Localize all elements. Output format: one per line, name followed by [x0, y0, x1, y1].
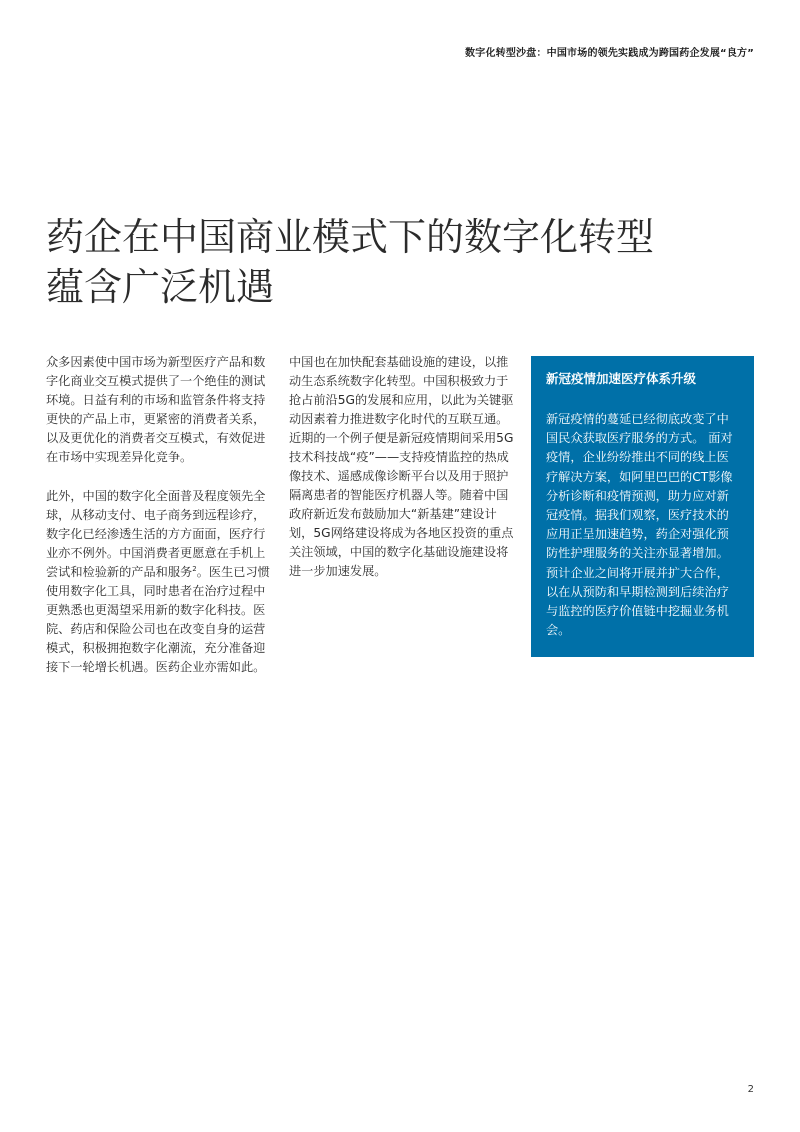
- paragraph-2-part-2: 。医生已习惯使用数字化工具，同时患者在治疗过程中更熟悉也更渴望采用新的数字化科技。医院、药店和保险公司也在改变自身的运营模式，积极拥抱数字化潮流，充分准备迎接下一轮增长机遇。医药企业亦需如此。: [46, 565, 270, 674]
- paragraph-1: 众多因素使中国市场为新型医疗产品和数字化商业交互模式提供了一个绝佳的测试环境。日益有利的市场和监管条件将支持更快的产品上市，更紧密的消费者关系，以及更优化的消费者交互模式，有效促进在市场中实现差异化竞争。: [46, 355, 266, 464]
- page-number: 2: [747, 1084, 754, 1095]
- paragraph-2-part-1: 此外，中国的数字化全面普及程度领先全球，从移动支付、电子商务到远程诊疗，数字化已经渗透生活的方方面面，医疗行业亦不例外。中国消费者更愿意在手机上尝试和检验新的产品和服务: [46, 489, 266, 579]
- body-column-2: [289, 353, 517, 601]
- body-column-1: [46, 353, 272, 697]
- footnote-ref: 2: [192, 564, 197, 573]
- sidebar-title: 新冠疫情加速医疗体系升级: [546, 371, 697, 386]
- paragraph-2: [46, 487, 272, 677]
- page-title: [46, 212, 746, 312]
- page-title-line-2: 蕴含广泛机遇: [46, 265, 275, 309]
- sidebar-body: 新冠疫情的蔓延已经彻底改变了中国民众获取医疗服务的方式。 面对疫情，企业纷纷推出不同的线上医疗解决方案，如阿里巴巴的CT影像分析诊断和疫情预测，助力应对新冠疫情。据我们观察，医疗技术的应用正呈加速趋势，药企对强化预防性护理服务的关注亦显著增加。预计企业之间将开展并扩大合作，以在从预防和早期检测到后续治疗与监控的医疗价值链中挖掘业务机会。: [546, 412, 733, 638]
- page-title-line-1: 药企在中国商业模式下的数字化转型: [46, 215, 655, 259]
- paragraph-3: 中国也在加快配套基础设施的建设，以推动生态系统数字化转型。中国积极致力于抢占前沿5G的发展和应用，以此为关键驱动因素着力推进数字化时代的互联互通。近期的一个例子便是新冠疫情期间采用5G技术科技战“疫”——支持疫情监控的热成像技术、遥感成像诊断平台以及用于照护隔离患者的智能医疗机器人等。随着中国政府新近发布鼓励加大“新基建”建设计划，5G网络建设将成为各地区投资的重点关注领域，中国的数字化基础设施建设将进一步加速发展。: [289, 355, 514, 578]
- running-header: 数字化转型沙盘：中国市场的领先实践成为跨国药企发展“良方”: [465, 48, 754, 59]
- sidebar-callout-box: [531, 356, 754, 657]
